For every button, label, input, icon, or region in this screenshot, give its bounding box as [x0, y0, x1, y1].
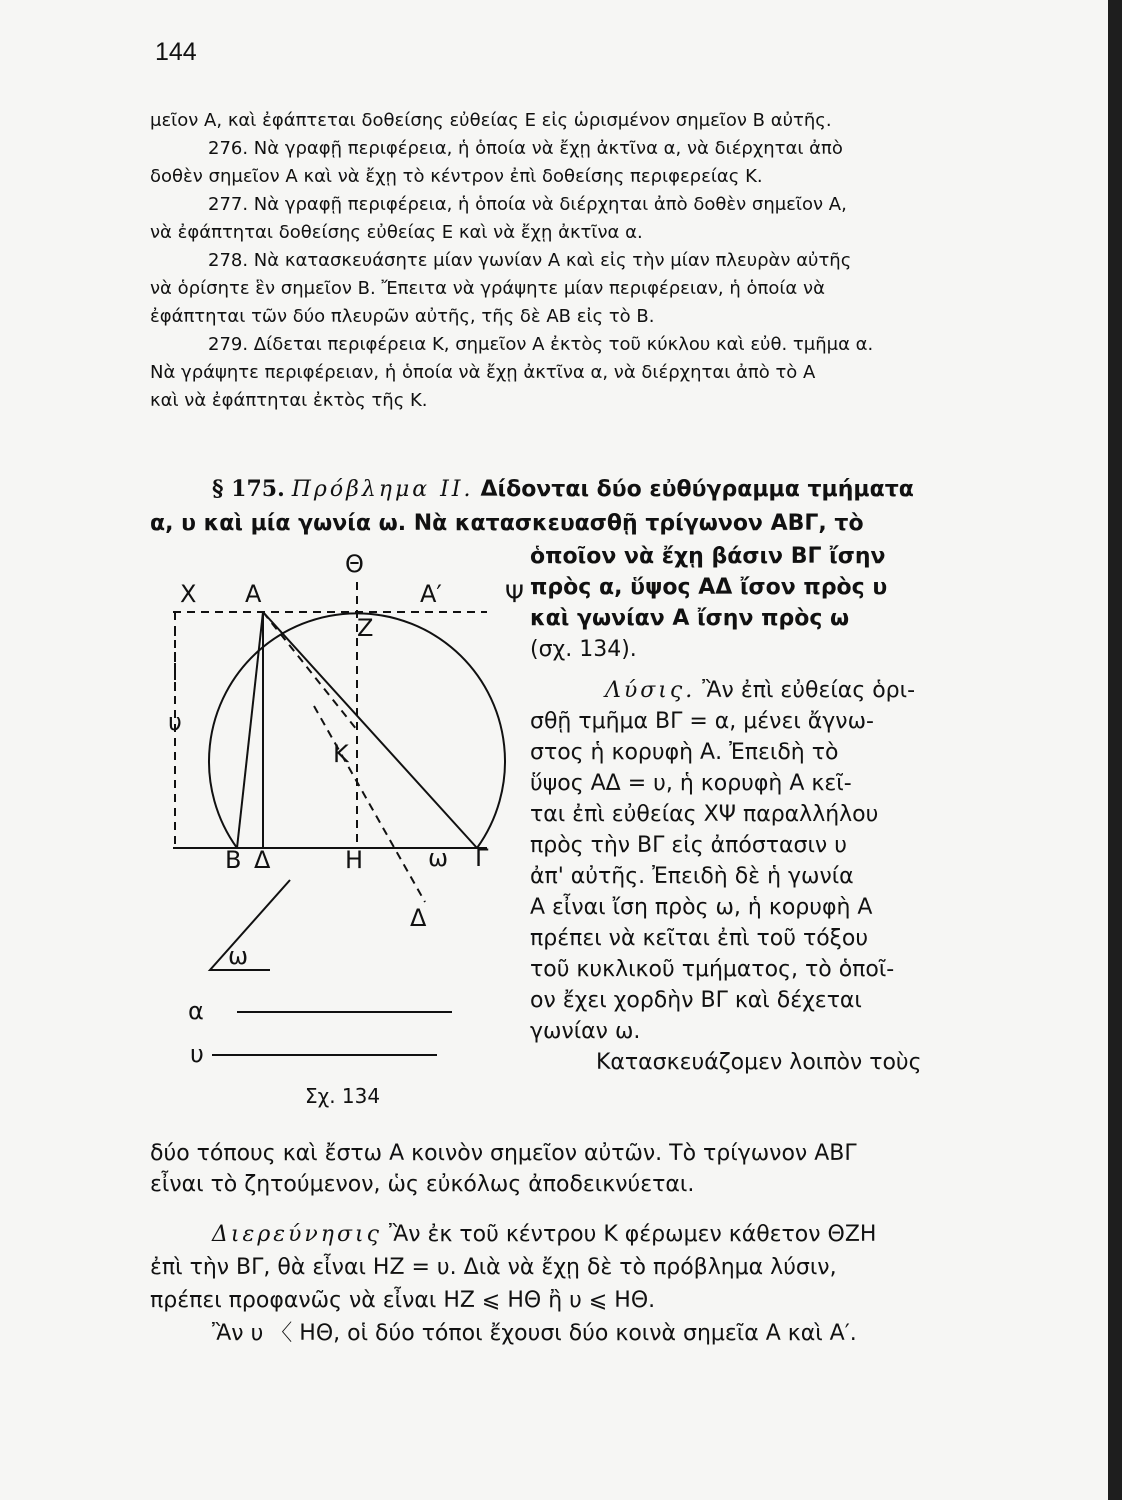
exercise-278-line3: ἐφάπτηται τῶν δύο πλευρῶν αὐτῆς, τῆς δὲ ΑΒ εἰς τὸ Β.	[150, 306, 655, 327]
side-ab	[237, 612, 263, 848]
statement-line-3: ὁποῖον νὰ ἔχῃ βάσιν ΒΓ ἴσην	[530, 544, 886, 569]
label-gamma: Γ	[475, 844, 489, 872]
label-x: Χ	[180, 580, 197, 608]
label-omega: ω	[428, 844, 449, 872]
exercise-279-line2: Νὰ γράψητε περιφέρειαν, ἡ ὁποία νὰ ἔχῃ ἀκτῖνα α, νὰ διέρχηται ἀπὸ τὸ Α	[150, 362, 816, 383]
statement-line-4: πρὸς α, ὕψος ΑΔ ἴσον πρὸς υ	[530, 575, 888, 600]
problem-label: Πρόβλημα ΙΙ.	[291, 477, 474, 502]
solution-line-5: ται ἐπὶ εὐθείας ΧΨ παραλλήλου	[530, 802, 879, 827]
figure-caption: Σχ. 134	[305, 1084, 381, 1108]
statement-line-2: α, υ καὶ μία γωνία ω. Νὰ κατασκευασθῇ τρίγωνον ΑΒΓ, τὸ	[150, 511, 864, 536]
label-k: Κ	[333, 740, 349, 768]
label-angle-omega: ω	[228, 942, 249, 970]
exercise-278-line2: νὰ ὁρίσητε ἓν σημεῖον Β. Ἔπειτα νὰ γράψητε μίαν περιφέρειαν, ἡ ὁποία νὰ	[150, 278, 825, 299]
dashed-extension	[314, 706, 425, 902]
exercise-277-line2: νὰ ἐφάπτηται δοθείσης εὐθείας Ε καὶ νὰ ἔχῃ ἀκτῖνα α.	[150, 222, 643, 243]
label-b: Β	[225, 846, 242, 874]
solution-line-9: πρέπει νὰ κεῖται ἐπὶ τοῦ τόξου	[530, 926, 869, 951]
statement-line-1: Δίδονται δύο εὐθύγραμμα τμήματα	[480, 477, 914, 502]
solution-text-1: Ἂν ἐπὶ εὐθείας ὁρι-	[702, 678, 916, 703]
exercise-279-line3: καὶ νὰ ἐφάπτηται ἐκτὸς τῆς Κ.	[150, 390, 428, 411]
solution-line-10: τοῦ κυκλικοῦ τμήματος, τὸ ὁποῖ-	[530, 957, 895, 982]
discussion-line-2: ἐπὶ τὴν ΒΓ, θὰ εἶναι ΗΖ = υ. Διὰ νὰ ἔχῃ δὲ τὸ πρόβλημα λύσιν,	[150, 1255, 837, 1280]
section-number: § 175.	[212, 476, 285, 502]
angle-omega	[210, 880, 290, 970]
side-ag	[263, 612, 477, 848]
solution-line-13: Κατασκευάζομεν λοιπὸν τοὺς	[596, 1050, 922, 1075]
exercise-continuation: μεῖον Α, καὶ ἐφάπτεται δοθείσης εὐθείας Ε εἰς ὡρισμένον σημεῖον Β αὐτῆς.	[150, 110, 832, 131]
label-upsilon: υ	[168, 708, 182, 736]
exercise-279-line1: 279. Δίδεται περιφέρεια Κ, σημεῖον Α ἐκτὸς τοῦ κύκλου καὶ εὐθ. τμῆμα α.	[208, 334, 874, 355]
solution-line-7: ἀπ' αὐτῆς. Ἐπειδὴ δὲ ἡ γωνία	[530, 864, 854, 889]
solution-label: Λύσις.	[605, 678, 696, 703]
label-upsilon-segment: υ	[190, 1040, 204, 1068]
label-h: Η	[345, 846, 364, 874]
label-theta: Θ	[345, 550, 364, 578]
solution-line-2: σθῇ τμῆμα ΒΓ = α, μένει ἄγνω-	[530, 709, 874, 734]
exercise-276-line2: δοθὲν σημεῖον Α καὶ νὰ ἔχῃ τὸ κέντρον ἐπὶ δοθείσης περιφερείας Κ.	[150, 166, 763, 187]
label-psi: Ψ	[505, 580, 524, 608]
label-a: Α	[245, 580, 262, 608]
label-delta: Δ	[254, 846, 271, 874]
discussion-line-4: Ἂν υ 〈 ΗΘ, οἱ δύο τόποι ἔχουσι δύο κοινὰ σημεῖα Α καὶ Α′.	[212, 1321, 857, 1346]
label-alpha-segment: α	[188, 997, 204, 1025]
solution-line-15: εἶναι τὸ ζητούμενον, ὡς εὐκόλως ἀποδεικνύεται.	[150, 1172, 695, 1197]
solution-line-8: Α εἶναι ἴση πρὸς ω, ἡ κορυφὴ Α	[530, 895, 873, 920]
discussion-text-1: Ἂν ἐκ τοῦ κέντρου Κ φέρωμεν κάθετον ΘΖΗ	[388, 1222, 877, 1247]
label-z: Ζ	[357, 614, 374, 642]
exercise-278-line1: 278. Νὰ κατασκευάσητε μίαν γωνίαν Α καὶ εἰς τὴν μίαν πλευρὰν αὐτῆς	[208, 250, 852, 271]
discussion-label: Διερεύνησις	[212, 1222, 382, 1247]
solution-line-14: δύο τόπους καὶ ἔστω Α κοινὸν σημεῖον αὐτῶν. Τὸ τρίγωνον ΑΒΓ	[150, 1141, 857, 1166]
solution-line-4: ὕψος ΑΔ = υ, ἡ κορυφὴ Α κεῖ-	[530, 771, 852, 796]
statement-line-5: καὶ γωνίαν Α ἴσην πρὸς ω	[530, 606, 850, 631]
solution-line-12: γωνίαν ω.	[530, 1019, 641, 1044]
discussion-line-3: πρέπει προφανῶς νὰ εἶναι ΗΖ ⩽ ΗΘ ἢ υ ⩽ ΗΘ.	[150, 1288, 656, 1313]
solution-line-3: στος ἡ κορυφὴ Α. Ἐπειδὴ τὸ	[530, 740, 839, 765]
label-a-prime: Α′	[420, 580, 442, 608]
label-delta-extension: Δ	[410, 904, 427, 932]
statement-line-6: (σχ. 134).	[530, 637, 637, 662]
solution-line-11: ον ἔχει χορδὴν ΒΓ καὶ δέχεται	[530, 988, 862, 1013]
dashed-line-ak	[263, 612, 357, 730]
exercise-277-line1: 277. Νὰ γραφῇ περιφέρεια, ἡ ὁποία νὰ διέρχηται ἀπὸ δοθὲν σημεῖον Α,	[208, 194, 847, 215]
exercise-276-line1: 276. Νὰ γραφῇ περιφέρεια, ἡ ὁποία νὰ ἔχῃ ἀκτῖνα α, νὰ διέρχηται ἀπὸ	[208, 138, 843, 159]
solution-line-6: πρὸς τὴν ΒΓ εἰς ἀπόστασιν υ	[530, 833, 847, 858]
page-number: 144	[155, 38, 197, 66]
